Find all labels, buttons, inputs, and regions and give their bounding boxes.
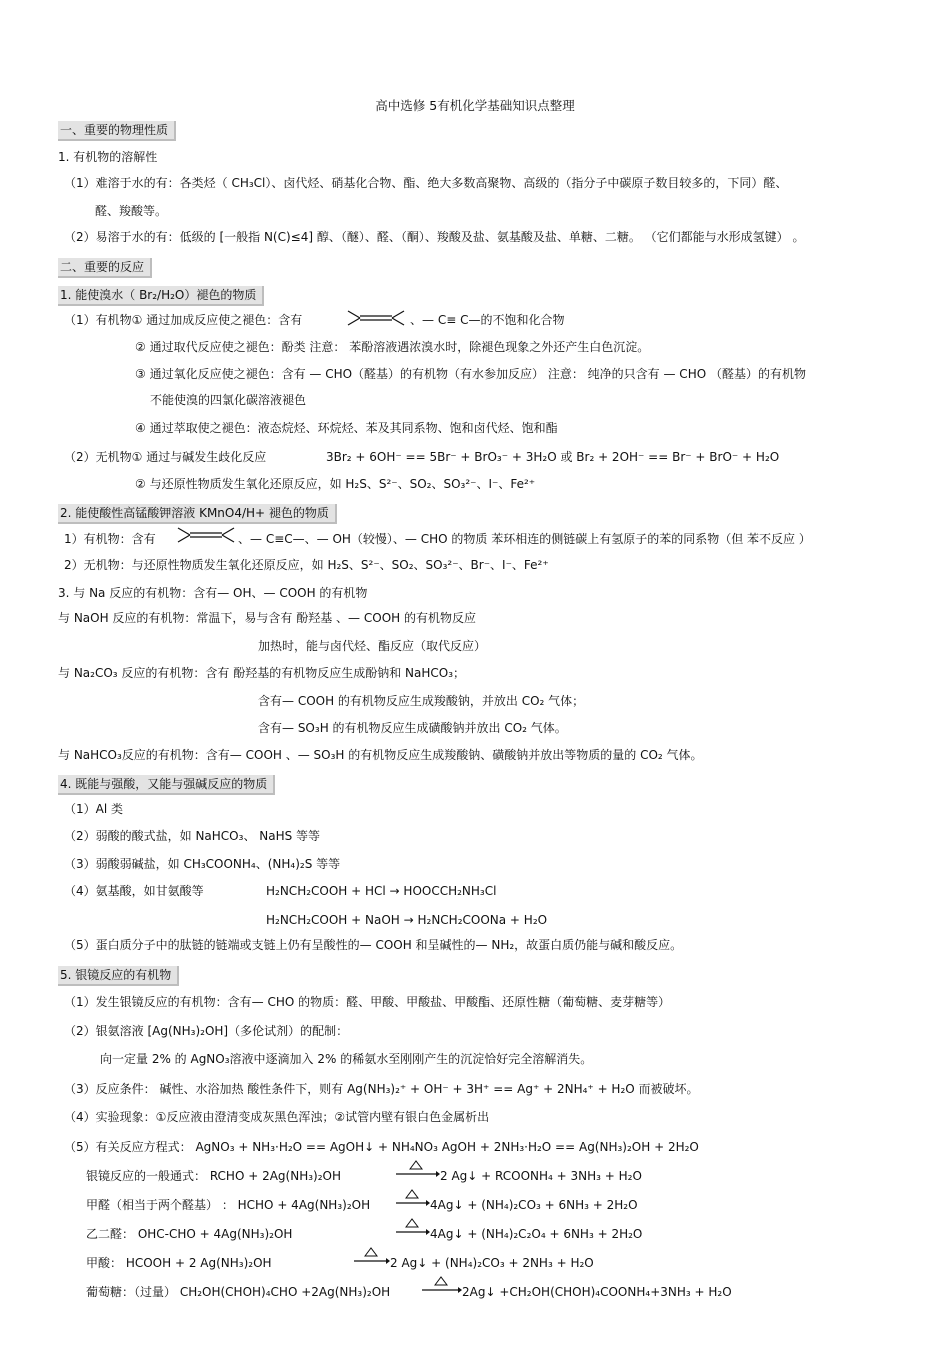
text-line: 不能使溴的四氯化碳溶液褪色 <box>150 393 307 407</box>
text-line: 4Ag↓ + (NH₄)₂CO₃ + 6NH₃ + 2H₂O <box>430 1198 638 1212</box>
text-line: （4）实验现象：①反应液由澄清变成灰黑色浑浊；②试管内壁有银白色金属析出 <box>64 1110 490 1124</box>
section-heading: 4. 既能与强酸，又能与强碱反应的物质 <box>58 775 275 795</box>
text-line: ③ 通过氧化反应使之褪色：含有 — CHO（醛基）的有机物（有水参加反应） 注意： 纯净的只含有 — CHO （醛基）的有机物 <box>135 367 806 381</box>
text-line: 含有— COOH 的有机物反应生成羧酸钠，并放出 CO₂ 气体； <box>258 694 585 708</box>
text-line: 2）无机物：与还原性物质发生氧化还原反应，如 H₂S、S²⁻、SO₂、SO₃²⁻、Br⁻、I⁻、Fe²⁺ <box>64 558 549 572</box>
heat-arrow-icon <box>396 1189 430 1209</box>
section-heading: 一、重要的物理性质 <box>58 121 176 141</box>
heat-arrow-icon <box>396 1218 430 1238</box>
text-line: 、— C≡C—、— OH（较慢）、— CHO 的物质 苯环相连的侧链碳上有氢原子的苯的同系物（但 苯不反应 ） <box>238 532 811 546</box>
text-line: （1）有机物① 通过加成反应使之褪色：含有 <box>64 313 303 327</box>
text-line: （2）易溶于水的有：低级的 [一般指 N(C)≤4] 醇、（醚）、醛、（酮）、羧酸及盐、氨基酸及盐、单糖、二糖。 （它们都能与水形成氢键） 。 <box>64 230 805 244</box>
text-line: 银镜反应的一般通式： RCHO + 2Ag(NH₃)₂OH <box>86 1169 342 1183</box>
text-line: 葡萄糖：（过量） CH₂OH(CHOH)₄CHO +2Ag(NH₃)₂OH <box>86 1285 391 1299</box>
text-line: （5）蛋白质分子中的肽链的链端或支链上仍有呈酸性的— COOH 和呈碱性的— NH₂，故蛋白质仍能与碱和酸反应。 <box>64 938 683 952</box>
text-line: （3）反应条件： 碱性、水浴加热 酸性条件下，则有 Ag(NH₃)₂⁺ + OH⁻ + 3H⁺ == Ag⁺ + 2NH₄⁺ + H₂O 而被破坏。 <box>64 1082 699 1096</box>
section-heading: 二、重要的反应 <box>58 258 152 278</box>
text-line: 向一定量 2% 的 AgNO₃溶液中逐滴加入 2% 的稀氨水至刚刚产生的沉淀恰好完全溶解消失。 <box>100 1052 593 1066</box>
text-line: ④ 通过萃取使之褪色：液态烷烃、环烷烃、苯及其同系物、饱和卤代烃、饱和酯 <box>135 421 558 435</box>
section-heading: 5. 银镜反应的有机物 <box>58 966 179 986</box>
heat-arrow-icon <box>396 1160 440 1180</box>
section-heading: 1. 能使溴水（ Br₂/H₂O）褪色的物质 <box>58 286 264 306</box>
text-line: ② 与还原性物质发生氧化还原反应，如 H₂S、S²⁻、SO₂、SO₃²⁻、I⁻、Fe²⁺ <box>135 477 536 491</box>
text-line: （2）无机物① 通过与碱发生歧化反应 <box>64 450 267 464</box>
page-title: 高中选修 5有机化学基础知识点整理 <box>375 98 575 113</box>
text-line: 2 Ag↓ + (NH₄)₂CO₃ + 2NH₃ + H₂O <box>390 1256 594 1270</box>
text-line: 加热时，能与卤代烃、酯反应（取代反应） <box>258 639 487 653</box>
text-line: 2Ag↓ +CH₂OH(CHOH)₄COONH₄+3NH₃ + H₂O <box>462 1285 732 1299</box>
alkene-structure-icon <box>176 524 238 546</box>
text-line: 、— C≡ C—的不饱和化合物 <box>410 313 565 327</box>
heat-arrow-icon <box>422 1276 462 1296</box>
text-line: 甲酸： HCOOH + 2 Ag(NH₃)₂OH <box>86 1256 272 1270</box>
text-line: 与 Na₂CO₃ 反应的有机物：含有 酚羟基的有机物反应生成酚钠和 NaHCO₃； <box>58 666 466 680</box>
text-line: （2）银氨溶液 [Ag(NH₃)₂OH]（多伦试剂）的配制： <box>64 1024 349 1038</box>
text-line: H₂NCH₂COOH + NaOH → H₂NCH₂COONa + H₂O <box>266 913 548 927</box>
text-line: 乙二醛： OHC-CHO + 4Ag(NH₃)₂OH <box>86 1227 293 1241</box>
text-line: 1. 有机物的溶解性 <box>58 150 158 164</box>
text-line: 与 NaHCO₃反应的有机物：含有— COOH 、— SO₃H 的有机物反应生成羧酸钠、磺酸钠并放出等物质的量的 CO₂ 气体。 <box>58 748 703 762</box>
text-line: 醛、羧酸等。 <box>95 204 168 218</box>
text-line: （2）弱酸的酸式盐，如 NaHCO₃、 NaHS 等等 <box>64 829 321 843</box>
text-line: ② 通过取代反应使之褪色：酚类 注意： 苯酚溶液遇浓溴水时，除褪色现象之外还产生白色沉淀。 <box>135 340 650 354</box>
text-line: （4）氨基酸，如甘氨酸等 <box>64 884 204 898</box>
text-line: （5）有关反应方程式： AgNO₃ + NH₃·H₂O == AgOH↓ + NH₄NO₃ AgOH + 2NH₃·H₂O == Ag(NH₃)₂OH + 2H₂O <box>64 1140 699 1154</box>
text-line: 1）有机物：含有 <box>64 532 156 546</box>
text-line: （1）Al 类 <box>64 802 123 816</box>
text-line: （3）弱酸弱碱盐，如 CH₃COONH₄、(NH₄)₂S 等等 <box>64 857 341 871</box>
heat-arrow-icon <box>354 1247 390 1267</box>
alkene-structure-icon <box>346 307 408 329</box>
text-line: 4Ag↓ + (NH₄)₂C₂O₄ + 6NH₃ + 2H₂O <box>430 1227 643 1241</box>
text-line: 与 NaOH 反应的有机物：常温下，易与含有 酚羟基 、— COOH 的有机物反应 <box>58 611 476 625</box>
text-line: （1）发生银镜反应的有机物：含有— CHO 的物质：醛、甲酸、甲酸盐、甲酸酯、还原性糖（葡萄糖、麦芽糖等） <box>64 995 671 1009</box>
text-line: （1）难溶于水的有：各类烃（ CH₃Cl）、卤代烃、硝基化合物、酯、绝大多数高聚物、高级的（指分子中碳原子数目较多的，下同）醛、 <box>64 176 788 190</box>
text-line: 含有— SO₃H 的有机物反应生成磺酸钠并放出 CO₂ 气体。 <box>258 721 567 735</box>
text-line: 3Br₂ + 6OH⁻ == 5Br⁻ + BrO₃⁻ + 3H₂O 或 Br₂ + 2OH⁻ == Br⁻ + BrO⁻ + H₂O <box>326 450 780 464</box>
text-line: H₂NCH₂COOH + HCl → HOOCCH₂NH₃Cl <box>266 884 497 898</box>
text-line: 甲醛（相当于两个醛基） ： HCHO + 4Ag(NH₃)₂OH <box>86 1198 371 1212</box>
section-heading: 2. 能使酸性高锰酸钾溶液 KMnO4/H+ 褪色的物质 <box>58 504 337 524</box>
text-line: 3. 与 Na 反应的有机物：含有— OH、— COOH 的有机物 <box>58 586 368 600</box>
text-line: 2 Ag↓ + RCOONH₄ + 3NH₃ + H₂O <box>440 1169 642 1183</box>
